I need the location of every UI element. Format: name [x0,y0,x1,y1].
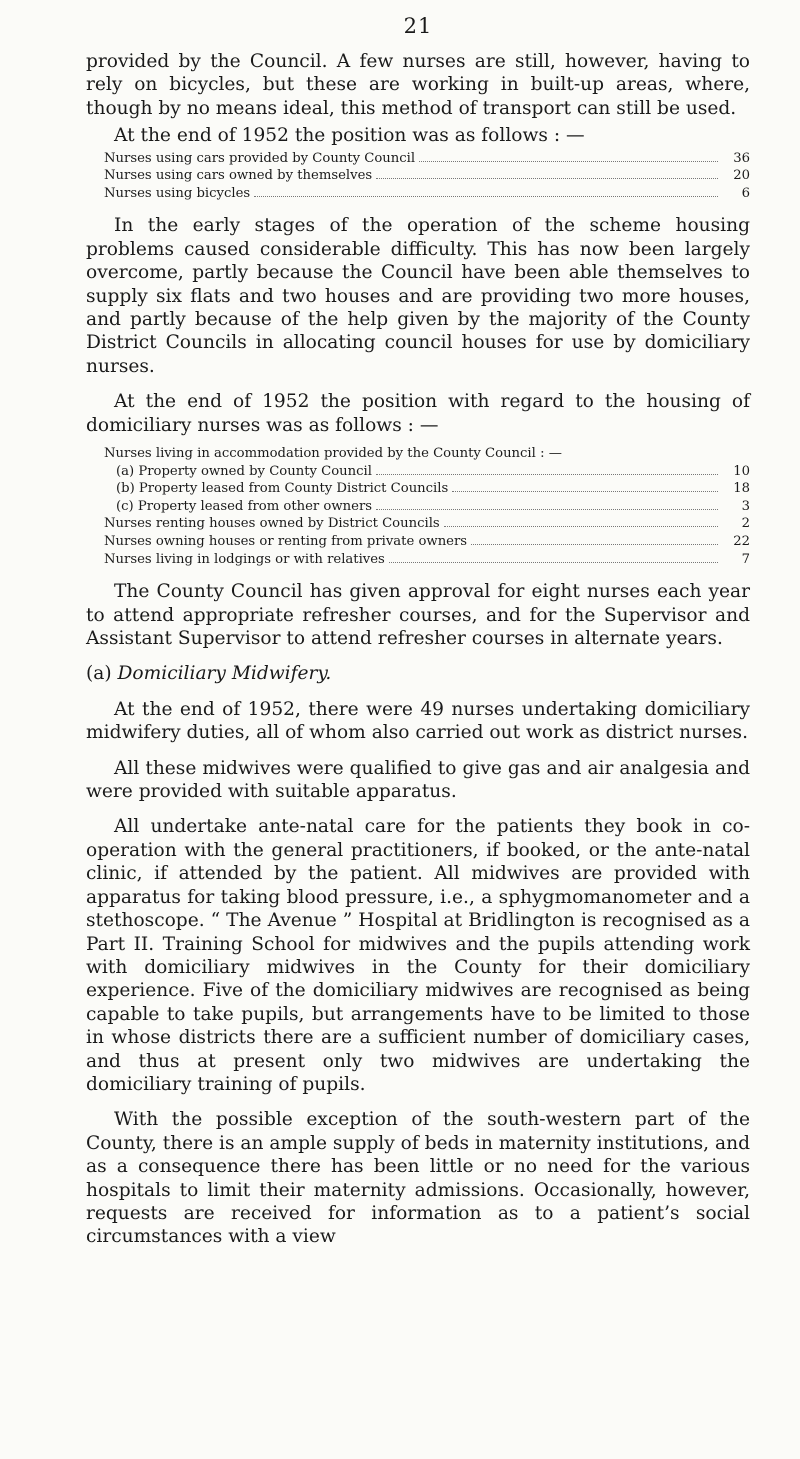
paragraph-transport-intro-text: provided by the Council. A few nurses are still, however, having to rely on bicycles, but these are working in built-up areas, where, though by no means ideal, this method of transport can still be used. [86,51,750,119]
housing-row [104,551,750,569]
row-label: Nurses using cars provided by County Council [104,150,416,166]
paragraph-housing-problems: In the early stages of the operation of the scheme housing problems caused considerable difficulty. This has now been largely overcome, partly because the Council have been able themselves to supply six flats and two houses and are providing two more houses, and partly because of the help given by the majority of the County District Councils in allocating council houses for use by domiciliary nurses. [86,215,750,377]
row-value: 36 [733,150,750,166]
housing-intro: At the end of 1952 the position with regard to the housing of domiciliary nurses was as follows : — [86,391,750,436]
dot-leader [254,196,718,197]
row-value: 3 [741,498,750,514]
row-label: Nurses living in accommodation provided by the County Council : — [104,446,562,462]
dot-leader [389,562,718,563]
row-value: 6 [741,185,750,201]
paragraph-maternity-beds: With the possible exception of the south-western part of the County, there is an ample supply of beds in maternity institutions, and as a consequence there has been little or no need for the various hospitals to limit their maternity admissions. Occasionally, however, requests are received for information as to a patient’s social circumstances with a view [86,1109,750,1248]
dot-leader [376,178,718,179]
housing-row [104,515,750,533]
section-label: (a) [86,663,112,685]
housing-sub-row [104,463,750,481]
row-label: (c) Property leased from other owners [116,498,373,514]
housing-table [86,445,750,568]
paragraph-midwifery-count: At the end of 1952, there were 49 nurses undertaking domiciliary midwifery duties, all of whom also carried out work as district nurses. [86,698,750,744]
paragraph-analgesia: All these midwives were qualified to give gas and air analgesia and were provided with suitable apparatus. [86,757,750,803]
dot-leader [419,161,718,162]
section-heading [86,662,750,685]
dot-leader [452,491,718,492]
row-label: Nurses using bicycles [104,185,251,201]
row-label: Nurses renting houses owned by District Councils [104,516,440,532]
row-label: Nurses living in lodgings or with relatives [104,551,385,567]
row-value: 20 [733,168,750,184]
housing-heading [104,445,750,463]
transport-table [86,150,750,203]
paragraph-ante-natal: All undertake ante-natal care for the patients they book in co-operation with the general practitioners, if booked, or the ante-natal clinic, if attended by the patient. All midwives are provided with apparatus for taking blood pressure, i.e., a sphygmomanometer and a stethoscope. “ The Avenue ” Hospital at Bridlington is recognised as a Part II. Training School for midwives and the pupils attending work with domiciliary midwives in the County for their domiciliary experience. Five of the domiciliary midwives are recognised as being capable to take pupils, but arrangements have to be limited to those in whose districts there are a sufficient number of domiciliary cases, and thus at present only two midwives are undertaking the domiciliary training of pupils. [86,816,750,1095]
row-value: 22 [733,534,750,550]
transport-row [104,167,750,185]
row-label: Nurses owning houses or renting from private owners [104,534,468,550]
dot-leader [471,544,718,545]
dot-leader [376,509,718,510]
housing-row [104,533,750,551]
page-number: 21 [403,14,433,38]
row-value: 18 [733,481,750,497]
paragraph-refresher-courses: The County Council has given approval for eight nurses each year to attend appropriate refresher courses, and for the Supervisor and Assistant Supervisor to attend refresher courses in alternate years. [86,581,750,650]
dot-leader [376,474,718,475]
row-label: Nurses using cars owned by themselves [104,168,373,184]
row-label: (a) Property owned by County Council [116,463,372,479]
row-value: 10 [733,463,750,479]
row-value: 7 [741,551,750,567]
transport-row [104,150,750,168]
row-label: (b) Property leased from County District Councils [116,481,449,497]
housing-sub-row [104,480,750,498]
dot-leader [444,526,718,527]
transport-intro: At the end of 1952 the position was as follows : — [114,125,585,147]
transport-row [104,185,750,203]
section-title: Domiciliary Midwifery. [117,663,332,685]
row-value: 2 [741,516,750,532]
housing-sub-row [104,498,750,516]
